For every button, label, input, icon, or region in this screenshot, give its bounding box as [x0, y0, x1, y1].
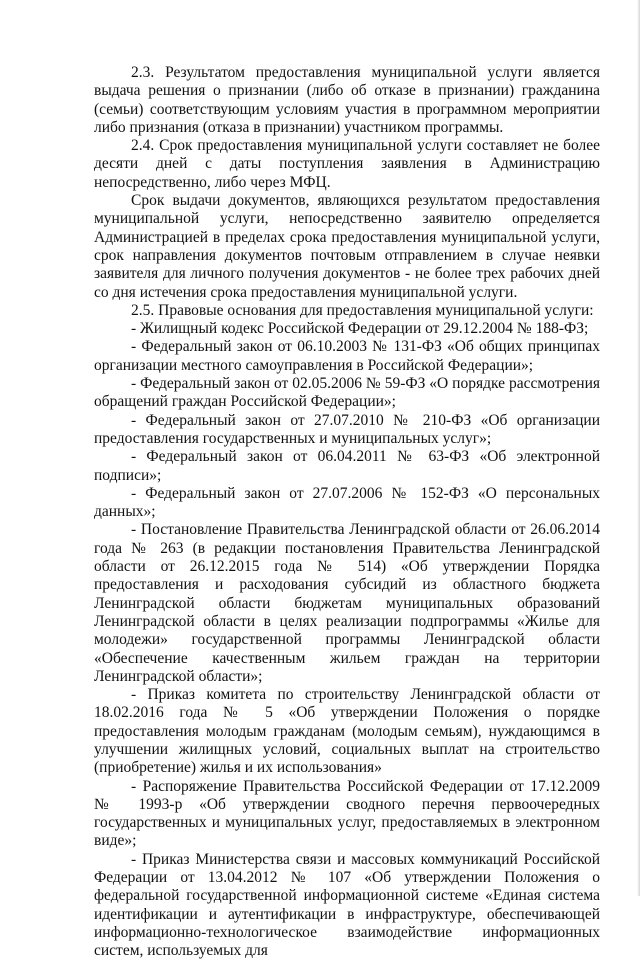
legal-basis-item: - Федеральный закон от 27.07.2010 № 210-ФЗ «Об организации предоставления государственных и муниципальных услуг»; — [94, 411, 600, 447]
paragraph-2-4: 2.4. Срок предоставления муниципальной услуги составляет не более десяти дней с даты поступления заявления в Администрацию непосредственно, либо через МФЦ. — [94, 137, 600, 191]
legal-basis-item: - Федеральный закон от 02.05.2006 № 59-ФЗ «О порядке рассмотрения обращений граждан Российской Федерации»; — [94, 375, 600, 411]
document-text — [94, 64, 600, 961]
legal-basis-item: - Постановление Правительства Ленинградской области от 26.06.2014 года № 263 (в редакции постановления Правительства Ленинградской области от 26.12.2015 года № 514) «Об утверждении Порядка предоставления и расходования субсидий из областного бюджета Ленинградской области бюджетам муниципальных образований Ленинградской области в целях реализации подпрограммы «Жилье для молодежи» государственной программы Ленинградской области «Обеспечение качественным жильем граждан на территории Ленинградской области»; — [94, 521, 600, 685]
legal-basis-item: - Жилищный кодекс Российской Федерации от 29.12.2004 № 188-ФЗ; — [131, 320, 589, 338]
legal-basis-item: - Федеральный закон от 06.10.2003 № 131-ФЗ «Об общих принципах организации местного самоуправления в Российской Федерации»; — [94, 338, 600, 374]
legal-basis-item: - Федеральный закон от 06.04.2011 № 63-ФЗ «Об электронной подписи»; — [94, 448, 600, 484]
legal-basis-item: - Распоряжение Правительства Российской Федерации от 17.12.2009 № 1993-р «Об утверждении сводного перечня первоочередных государственных и муниципальных услуг, предоставляемых в электронном виде»; — [94, 777, 600, 850]
legal-basis-item: - Приказ Министерства связи и массовых коммуникаций Российской Федерации от 13.04.2012 № 107 «Об утверждении Положения о федеральной государственной информационной системе «Единая система идентификации и аутентификации в инфраструктуре, обеспечивающей информационно-технологическое взаимодействие информационных систем, используемых для — [94, 850, 600, 960]
legal-basis-item: - Федеральный закон от 27.07.2006 № 152-ФЗ «О персональных данных»; — [94, 484, 600, 521]
paragraph-2-3: 2.3. Результатом предоставления муниципальной услуги является выдача решения о признании (либо об отказе в признании) гражданина (семьи) соответствующим условиям участия в программном мероприятии либо признания (отказа в признании) участником программы. — [94, 64, 600, 136]
paragraph-issue-deadline: Срок выдачи документов, являющихся результатом предоставления муниципальной услуги, непосредственно заявителю определяется Администрацией в пределах срока предоставления муниципальной услуги, срок направления документов почтовым отправлением в случае неявки заявителя для личного получения документов - не более трех рабочих дней со дня истечения срока предоставления муниципальной услуги. — [94, 192, 600, 301]
legal-basis-item: - Приказ комитета по строительству Ленинградской области от 18.02.2016 года № 5 «Об утверждении Положения о порядке предоставления молодым гражданам (молодым семьям), нуждающимся в улучшении жилищных условий, социальных выплат на строительство (приобретение) жилья и их использования» — [94, 686, 600, 777]
paragraph-2-5: 2.5. Правовые основания для предоставления муниципальной услуги: — [131, 301, 594, 319]
